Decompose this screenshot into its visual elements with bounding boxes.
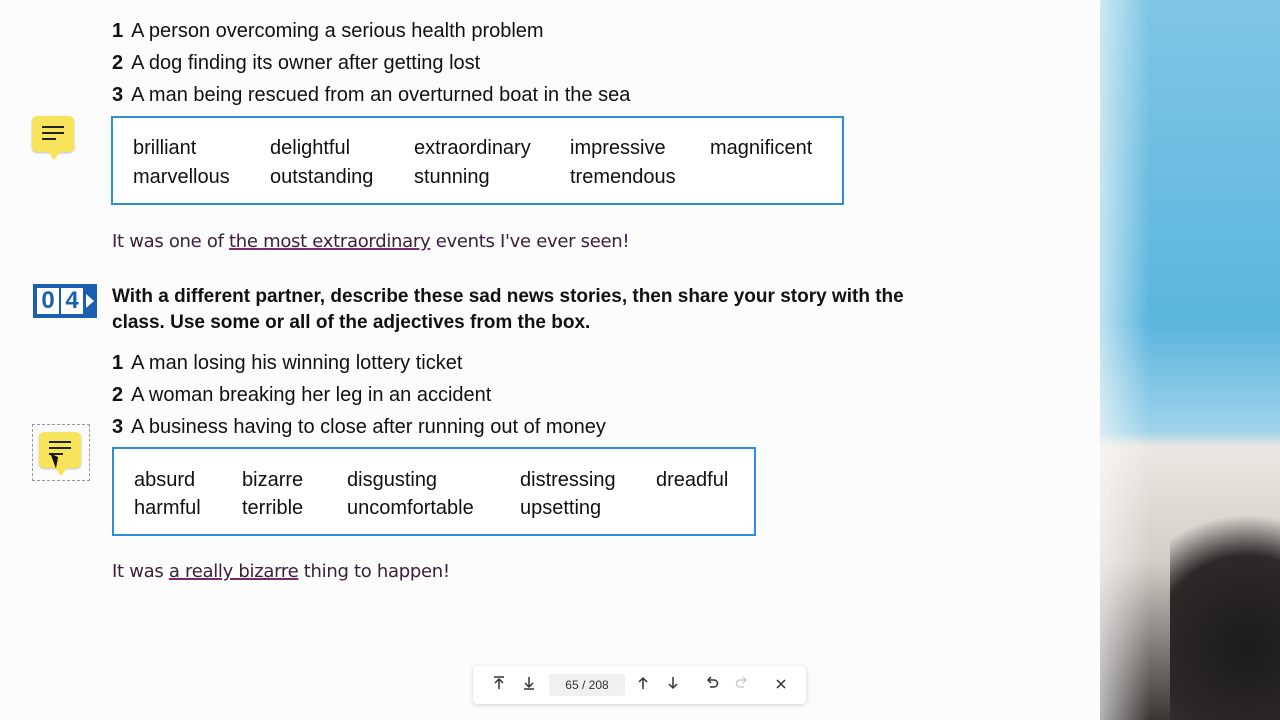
example-sentence: It was one of the most extraordinary events I've ever seen! xyxy=(112,231,630,252)
adjective-box xyxy=(111,116,844,205)
list-item: 1 A person overcoming a serious health problem xyxy=(112,20,544,42)
background-photo xyxy=(1100,0,1280,720)
adjective-word: uncomfortable xyxy=(347,497,474,519)
adjective-word: delightful xyxy=(270,137,351,159)
adjective-word: marvellous xyxy=(133,166,230,188)
go-first-icon[interactable] xyxy=(489,675,509,695)
close-icon[interactable] xyxy=(771,675,791,695)
adjective-word: outstanding xyxy=(270,166,374,188)
adjective-word: dreadful xyxy=(656,469,729,491)
adjective-word: extraordinary xyxy=(414,137,531,159)
list-item: 3 A business having to close after running out of money xyxy=(112,416,606,438)
adjective-word: stunning xyxy=(414,166,490,188)
adjective-word: tremendous xyxy=(570,166,676,188)
list-item: 1 A man losing his winning lottery ticket xyxy=(112,352,463,374)
undo-icon[interactable] xyxy=(702,675,722,695)
arrow-down-icon[interactable] xyxy=(663,675,683,695)
example-sentence: It was a really bizarre thing to happen! xyxy=(112,561,450,582)
go-last-icon[interactable] xyxy=(519,675,539,695)
adjective-word: harmful xyxy=(134,497,201,519)
list-item: 2 A woman breaking her leg in an accident xyxy=(112,384,492,406)
page-navigation-toolbar xyxy=(473,666,806,704)
adjective-word: terrible xyxy=(242,497,304,519)
adjective-word: upsetting xyxy=(520,497,602,519)
adjective-word: disgusting xyxy=(347,469,438,491)
adjective-word: distressing xyxy=(520,469,616,491)
adjective-word: absurd xyxy=(134,469,196,491)
page-number-field[interactable]: 65 / 208 xyxy=(549,674,625,696)
adjective-box xyxy=(112,447,756,536)
sticky-note-icon[interactable] xyxy=(32,116,74,152)
adjective-word: impressive xyxy=(570,137,666,159)
exercise-number-badge: 0 4 xyxy=(33,284,97,318)
arrow-up-icon[interactable] xyxy=(633,675,653,695)
adjective-word: brilliant xyxy=(133,137,197,159)
redo-icon[interactable] xyxy=(732,675,752,695)
list-item: 3 A man being rescued from an overturned boat in the sea xyxy=(112,84,631,106)
adjective-word: magnificent xyxy=(710,137,813,159)
adjective-word: bizarre xyxy=(242,469,304,491)
play-arrow-icon xyxy=(86,294,94,308)
list-item: 2 A dog finding its owner after getting lost xyxy=(112,52,481,74)
exercise-instruction: With a different partner, describe these sad news stories, then share your story with the class. Use some or all of the adjectives from the box. xyxy=(112,286,904,333)
